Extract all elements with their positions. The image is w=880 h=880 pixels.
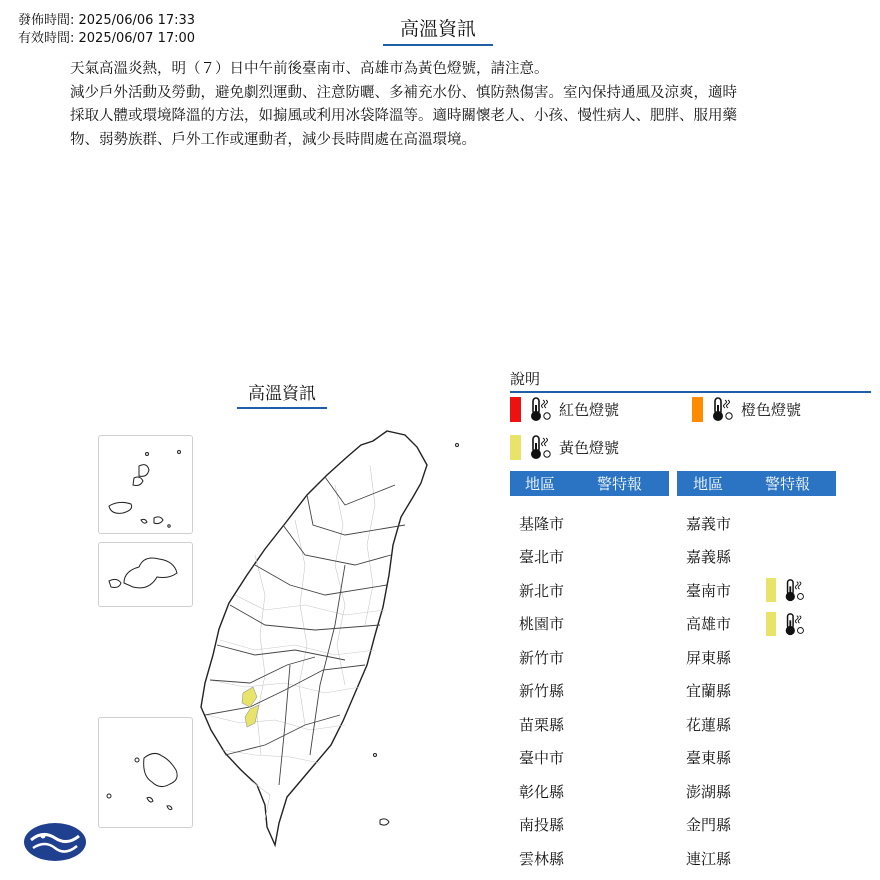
- table-row: [510, 579, 599, 601]
- table-row: [677, 747, 766, 769]
- region-name: 桃園市: [519, 615, 565, 633]
- region-name: 南投縣: [519, 816, 565, 834]
- table-row: [510, 814, 599, 836]
- cwa-logo-icon: [23, 822, 87, 862]
- map-title: 高溫資訊: [237, 379, 327, 409]
- thermometer-high-icon: [782, 577, 806, 603]
- region-name: 澎湖縣: [686, 782, 732, 801]
- legend-item-red: [510, 395, 619, 423]
- thermometer-high-icon: [527, 395, 553, 423]
- table-row: [677, 814, 766, 836]
- region-name: 金門縣: [686, 816, 732, 834]
- region-name: 嘉義縣: [686, 548, 732, 566]
- legend-swatch-yellow: [510, 435, 521, 460]
- table-row: [510, 713, 599, 735]
- region-name: 新北市: [519, 581, 565, 600]
- region-name: 屏東縣: [686, 648, 732, 667]
- table-row: [510, 780, 599, 802]
- legend-heading: 說明: [510, 368, 871, 393]
- region-name: 連江縣: [686, 849, 732, 868]
- table-row: [677, 546, 766, 568]
- issue-time: 發佈時間: 2025/06/06 17:33: [18, 13, 196, 28]
- region-name: 新竹市: [519, 648, 565, 667]
- greenisland-island: [374, 754, 377, 757]
- legend-label: 黃色燈號: [559, 438, 620, 457]
- thermometer-high-icon: [527, 433, 553, 461]
- table-row: [677, 713, 766, 735]
- advisory-line: 採取人體或環境降溫的方法，如搧風或利用冰袋降溫等。適時關懷老人、小孩、慢性病人、肥胖、服用藥: [70, 108, 737, 124]
- region-name: 花蓮縣: [686, 715, 732, 734]
- penghu-inset: [98, 435, 193, 534]
- region-name: 苗栗縣: [519, 715, 565, 734]
- table-row: [677, 780, 766, 802]
- legend-swatch-red: [510, 397, 521, 422]
- table-row: [677, 613, 806, 635]
- col-header-region: 地區: [524, 475, 555, 493]
- warning-swatch-yellow: [766, 612, 776, 636]
- advisory-line: 物、弱勢族群、戶外工作或運動者，減少長時間處在高溫環境。: [70, 131, 476, 148]
- warning-cell: [766, 611, 806, 637]
- table-row: [677, 512, 766, 534]
- region-name: 基隆市: [519, 514, 565, 533]
- advisory-line: 天氣高溫炎熱，明（７）日中午前後臺南市、高雄市為黃色燈號，請注意。: [70, 61, 549, 77]
- legend-item-yellow: [510, 433, 619, 461]
- table-header: [677, 471, 836, 496]
- legend-swatch-orange: [692, 397, 703, 422]
- kinmen-inset: [98, 542, 193, 607]
- legend-item-orange: [692, 395, 801, 423]
- table-row: [510, 613, 599, 635]
- table-row: [510, 680, 599, 702]
- col-header-warning: 警特報: [596, 475, 642, 493]
- page-title: 高溫資訊: [383, 14, 493, 46]
- taiwan-outline: [201, 431, 427, 845]
- table-row: [677, 579, 806, 601]
- table-row: [677, 847, 766, 869]
- col-header-region: 地區: [692, 475, 723, 493]
- thermometer-high-icon: [709, 395, 735, 423]
- table-row: [677, 680, 766, 702]
- region-name: 嘉義市: [686, 514, 732, 533]
- advisory-line: 減少戶外活動及勞動，避免劇烈運動、注意防曬、多補充水份、慎防熱傷害。室內保持通風及涼爽，適時: [70, 84, 737, 101]
- region-table-right: [677, 471, 836, 871]
- guishan-island: [456, 444, 459, 447]
- advisory-text: [70, 58, 810, 152]
- table-row: [510, 747, 599, 769]
- col-header-warning: 警特報: [764, 475, 810, 493]
- region-name: 臺北市: [519, 548, 565, 566]
- valid-time: 有效時間: 2025/06/07 17:00: [18, 31, 196, 46]
- legend-label: 紅色燈號: [559, 400, 620, 419]
- region-name: 彰化縣: [519, 782, 565, 801]
- thermometer-high-icon: [782, 611, 806, 637]
- matsu-inset: [98, 717, 193, 828]
- region-name: 雲林縣: [519, 849, 565, 868]
- region-table-left: [510, 471, 669, 871]
- table-header: [510, 471, 669, 496]
- legend-label: 橙色燈號: [741, 400, 802, 419]
- warning-cell: [766, 577, 806, 603]
- region-name: 新竹縣: [519, 682, 565, 700]
- region-name: 臺中市: [519, 749, 565, 767]
- region-name: 臺南市: [686, 581, 732, 600]
- region-name: 臺東縣: [686, 749, 732, 767]
- table-row: [510, 546, 599, 568]
- region-name: 宜蘭縣: [686, 682, 732, 700]
- table-row: [510, 646, 599, 668]
- warning-swatch-yellow: [766, 578, 776, 602]
- region-name: 高雄市: [686, 615, 732, 633]
- table-row: [677, 646, 766, 668]
- table-row: [510, 847, 599, 869]
- table-row: [510, 512, 599, 534]
- taiwan-map: [195, 425, 470, 860]
- lanyu-island: [380, 819, 389, 825]
